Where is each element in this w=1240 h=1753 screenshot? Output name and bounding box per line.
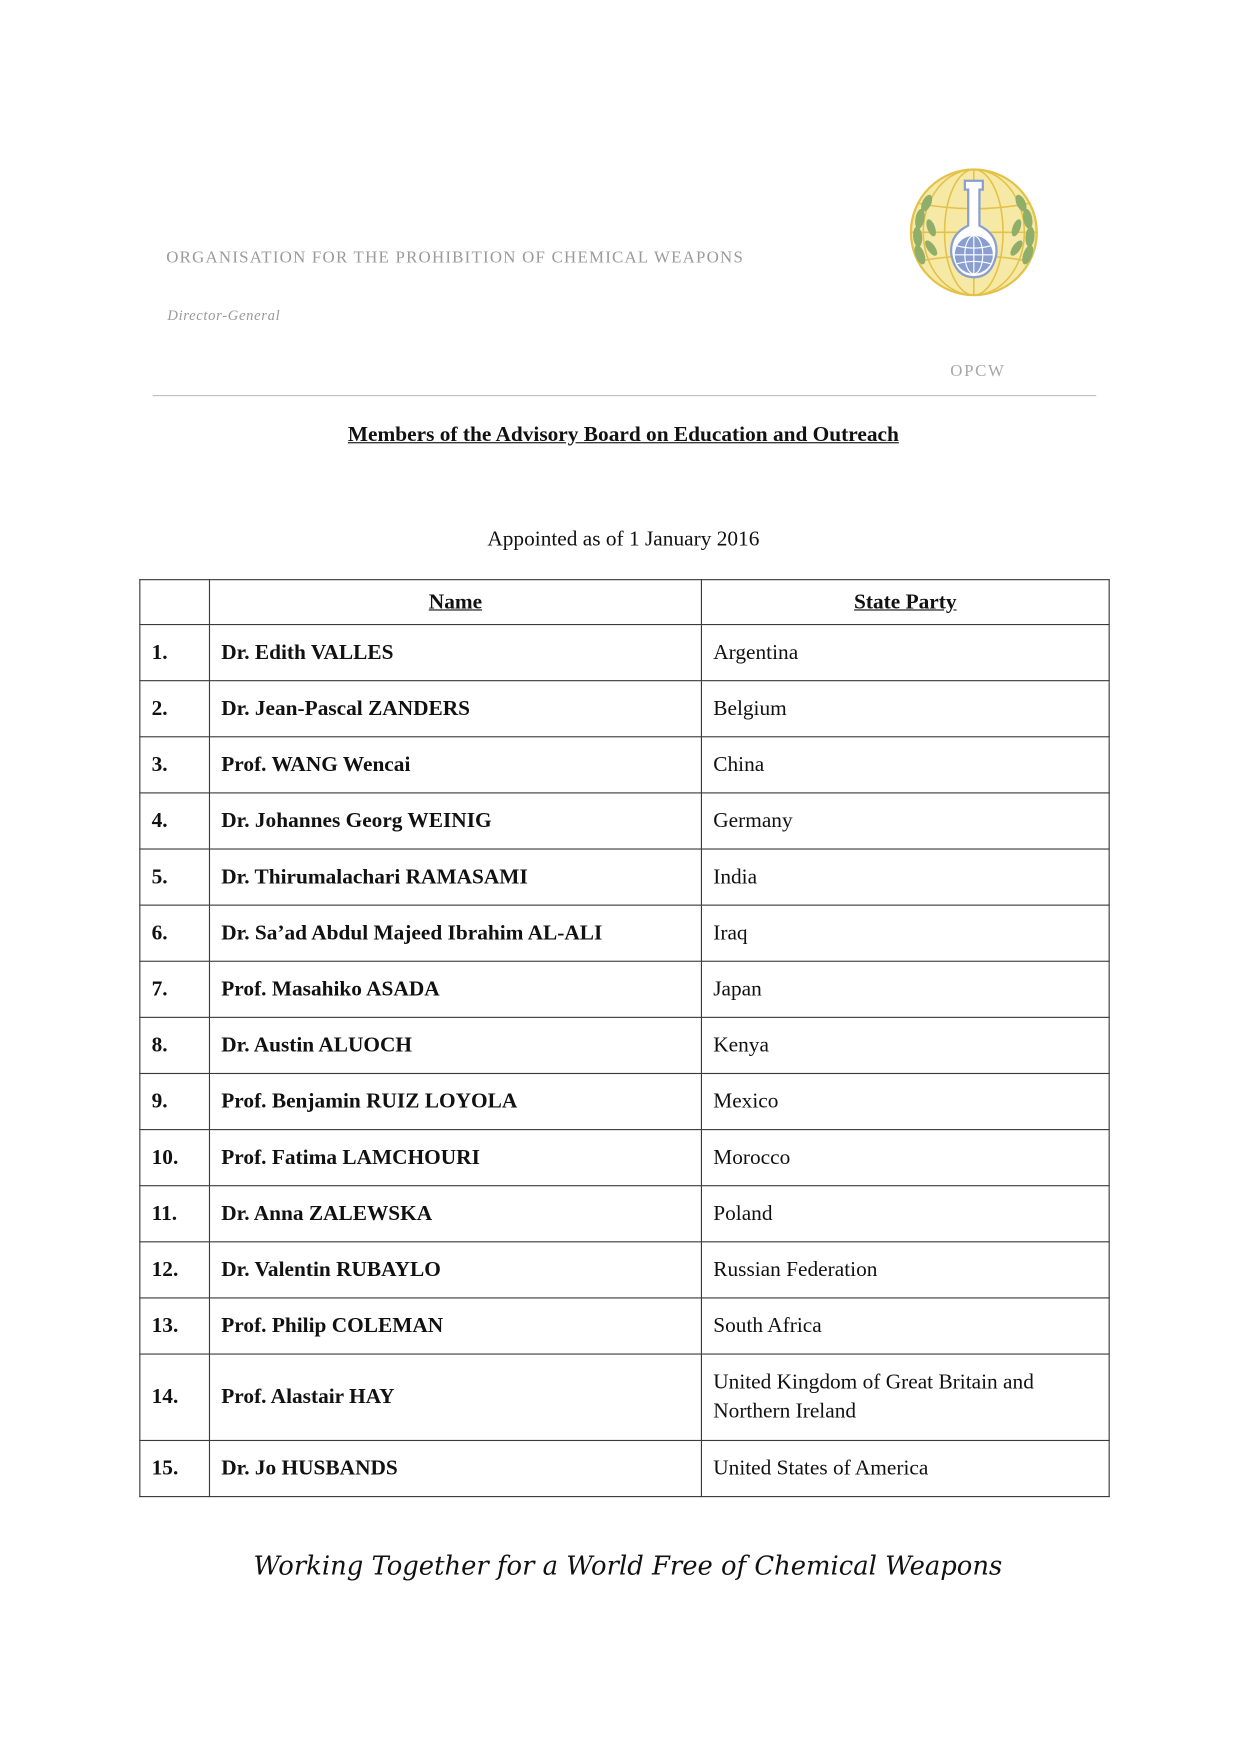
member-name: Dr. Jo HUSBANDS <box>209 1440 701 1496</box>
table-row <box>140 625 1109 681</box>
table-row <box>140 1440 1109 1496</box>
table-row <box>140 1242 1109 1298</box>
state-party: Iraq <box>701 905 1109 961</box>
document-title: Members of the Advisory Board on Education and Outreach <box>347 423 899 447</box>
row-number: 10. <box>140 1130 210 1186</box>
member-name: Prof. Alastair HAY <box>209 1354 701 1440</box>
row-number: 3. <box>140 737 210 793</box>
row-number: 4. <box>140 793 210 849</box>
row-number: 9. <box>140 1073 210 1129</box>
document-subtitle: Appointed as of 1 January 2016 <box>487 527 760 552</box>
row-number: 15. <box>140 1440 210 1496</box>
member-name: Dr. Thirumalachari RAMASAMI <box>209 849 701 905</box>
row-number: 11. <box>140 1186 210 1242</box>
state-party: Morocco <box>701 1130 1109 1186</box>
row-number: 12. <box>140 1242 210 1298</box>
member-name: Dr. Johannes Georg WEINIG <box>209 793 701 849</box>
row-number: 7. <box>140 961 210 1017</box>
column-header-number <box>140 580 210 625</box>
table-row <box>140 1130 1109 1186</box>
footer-motto: Working Together for a World Free of Chemical Weapons <box>253 1552 1003 1582</box>
table-row <box>140 1186 1109 1242</box>
opcw-emblem-icon <box>902 165 1044 297</box>
table-row <box>140 1017 1109 1073</box>
member-name: Dr. Sa’ad Abdul Majeed Ibrahim AL-ALI <box>209 905 701 961</box>
state-party: China <box>701 737 1109 793</box>
state-party: Russian Federation <box>701 1242 1109 1298</box>
column-header-name: Name <box>209 580 701 625</box>
member-name: Prof. WANG Wencai <box>209 737 701 793</box>
table-row <box>140 961 1109 1017</box>
member-name: Dr. Valentin RUBAYLO <box>209 1242 701 1298</box>
letterhead-organisation-name: ORGANISATION FOR THE PROHIBITION OF CHEMICAL WEAPONS <box>166 249 745 268</box>
row-number: 5. <box>140 849 210 905</box>
row-number: 8. <box>140 1017 210 1073</box>
letterhead-office: Director-General <box>167 306 281 324</box>
member-name: Prof. Masahiko ASADA <box>209 961 701 1017</box>
state-party: United Kingdom of Great Britain and Northern Ireland <box>701 1354 1109 1440</box>
state-party: Japan <box>701 961 1109 1017</box>
state-party: Argentina <box>701 625 1109 681</box>
state-party: Mexico <box>701 1073 1109 1129</box>
member-name: Dr. Edith VALLES <box>209 625 701 681</box>
state-party: Kenya <box>701 1017 1109 1073</box>
letterhead-abbreviation: OPCW <box>950 362 1006 381</box>
table-row <box>140 1073 1109 1129</box>
row-number: 6. <box>140 905 210 961</box>
member-name: Dr. Austin ALUOCH <box>209 1017 701 1073</box>
member-name: Dr. Anna ZALEWSKA <box>209 1186 701 1242</box>
table-row <box>140 1298 1109 1354</box>
state-party: India <box>701 849 1109 905</box>
member-name: Dr. Jean-Pascal ZANDERS <box>209 681 701 737</box>
member-name: Prof. Benjamin RUIZ LOYOLA <box>209 1073 701 1129</box>
row-number: 14. <box>140 1354 210 1440</box>
table-row <box>140 1354 1109 1440</box>
members-table <box>139 579 1109 1497</box>
state-party: Germany <box>701 793 1109 849</box>
member-name: Prof. Philip COLEMAN <box>209 1298 701 1354</box>
table-row <box>140 905 1109 961</box>
state-party: Belgium <box>701 681 1109 737</box>
state-party: South Africa <box>701 1298 1109 1354</box>
table-row <box>140 681 1109 737</box>
member-name: Prof. Fatima LAMCHOURI <box>209 1130 701 1186</box>
row-number: 2. <box>140 681 210 737</box>
table-header-row <box>140 580 1109 625</box>
column-header-state-party: State Party <box>701 580 1109 625</box>
row-number: 1. <box>140 625 210 681</box>
row-number: 13. <box>140 1298 210 1354</box>
table-row <box>140 737 1109 793</box>
header-divider <box>153 395 1096 396</box>
state-party: Poland <box>701 1186 1109 1242</box>
table-row <box>140 849 1109 905</box>
table-row <box>140 793 1109 849</box>
state-party: United States of America <box>701 1440 1109 1496</box>
